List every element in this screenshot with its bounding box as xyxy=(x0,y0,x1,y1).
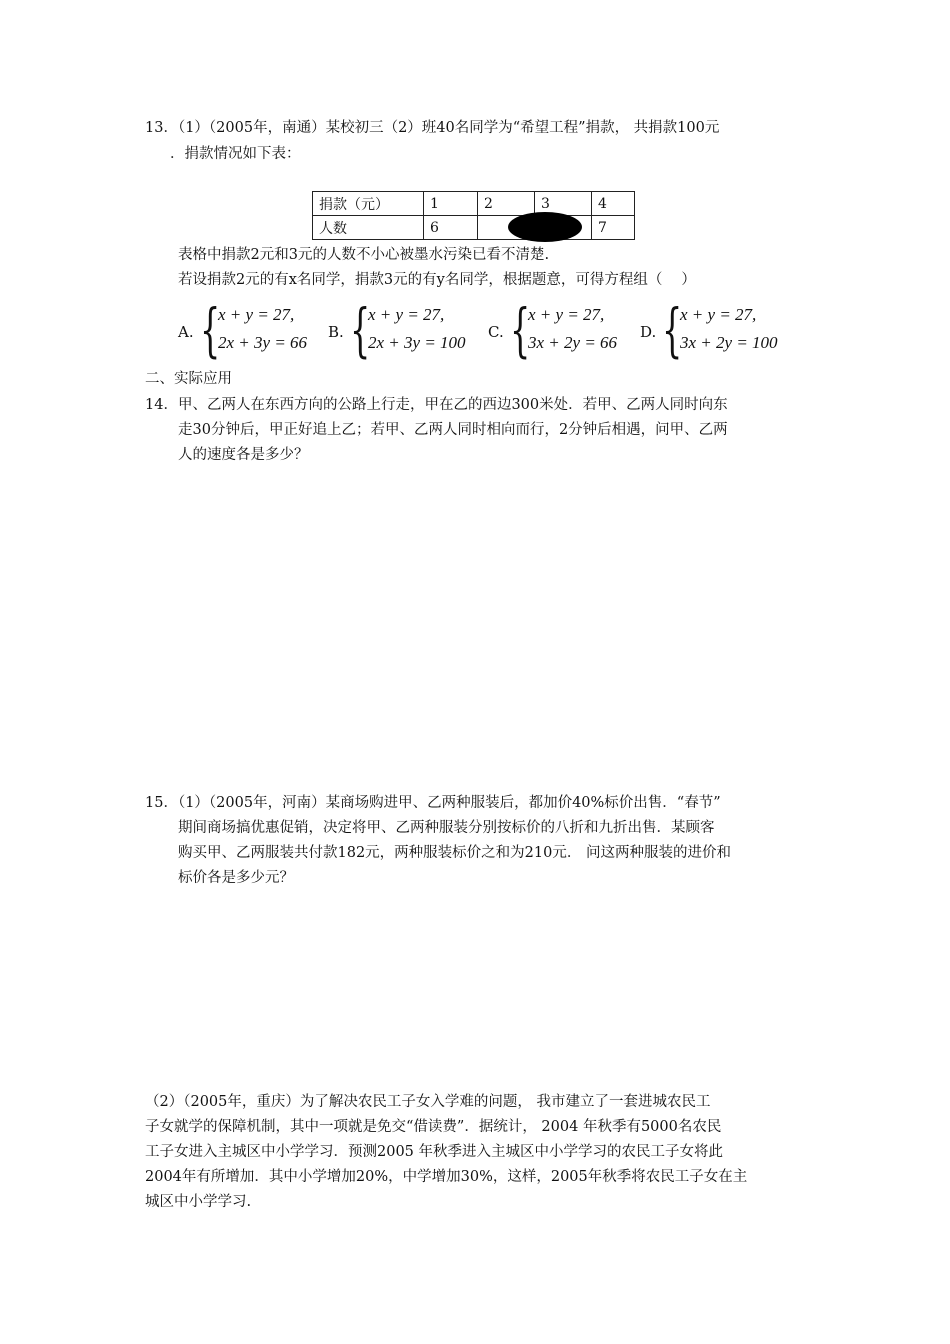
option-label: D. xyxy=(640,323,657,341)
equation: x + y = 27, xyxy=(528,305,605,324)
q14-line2: 走30分钟后，甲正好追上乙；若甲、乙两人同时相向而行，2分钟后相遇，问甲、乙两 xyxy=(178,422,728,438)
option-label: C. xyxy=(488,323,504,341)
option-label: B. xyxy=(328,323,344,341)
q15b-line3: 工子女进入主城区中小学学习．预测2005 年秋季进入主城区中小学学习的农民工子女将此 xyxy=(145,1144,724,1160)
table-cell: 2 xyxy=(478,192,535,216)
q15-line2: 期间商场搞优惠促销，决定将甲、乙两种服装分别按标价的八折和九折出售．某顾客 xyxy=(178,820,715,836)
brace-icon: { xyxy=(350,296,371,364)
table-row xyxy=(313,216,635,240)
table-cell: 6 xyxy=(424,216,478,240)
q15b-line1: （2）（2005年，重庆）为了解决农民工子女入学难的问题， 我市建立了一套进城农民工 xyxy=(145,1094,711,1110)
table-cell: 3 xyxy=(535,192,592,216)
equation: x + y = 27, xyxy=(218,305,295,324)
equation: 2x + 3y = 100 xyxy=(368,333,466,352)
brace-icon: { xyxy=(510,296,531,364)
donation-table xyxy=(312,191,635,240)
q13-line2: ．捐款情况如下表： xyxy=(170,146,301,162)
equation: x + y = 27, xyxy=(368,305,445,324)
q15-line3: 购买甲、乙两服装共付款182元，两种服装标价之和为210元． 问这两种服装的进价和 xyxy=(178,845,731,861)
equation: 3x + 2y = 100 xyxy=(680,333,778,352)
q15-line1: 15．（1）（2005年，河南）某商场购进甲、乙两种服装后，都加价40%标价出售．“春节” xyxy=(145,795,721,811)
ink-blot xyxy=(508,212,582,242)
q15b-line4: 2004年有所增加．其中小学增加20%，中学增加30%，这样，2005年秋季将农民工子女在主 xyxy=(145,1169,748,1185)
q13-line1: 13．（1）（2005年，南通）某校初三（2）班40名同学为“希望工程”捐款， 共捐款100元 xyxy=(145,120,720,136)
table-cell: 1 xyxy=(424,192,478,216)
brace-icon: { xyxy=(662,296,683,364)
q14-line3: 人的速度各是多少？ xyxy=(178,447,309,463)
q15b-line2: 子女就学的保障机制，其中一项就是免交“借读费”．据统计， 2004 年秋季有5000名农民 xyxy=(145,1119,722,1135)
table-cell: 7 xyxy=(592,216,635,240)
equation: 3x + 2y = 66 xyxy=(528,333,618,352)
q13-question: 若设捐款2元的有x名同学，捐款3元的有y名同学，根据题意，可得方程组（ ） xyxy=(178,272,696,288)
table-row xyxy=(313,192,635,216)
q13-note: 表格中捐款2元和3元的人数不小心被墨水污染已看不清楚. xyxy=(178,247,550,263)
section-heading: 二、实际应用 xyxy=(145,371,232,387)
table-cell: 捐款（元） xyxy=(313,192,424,216)
brace-icon: { xyxy=(200,296,221,364)
q15b-line5: 城区中小学学习. xyxy=(145,1194,252,1210)
table-cell: 4 xyxy=(592,192,635,216)
option-label: A. xyxy=(178,323,194,341)
equation: 2x + 3y = 66 xyxy=(218,333,308,352)
table-cell: 人数 xyxy=(313,216,424,240)
q15-line4: 标价各是多少元？ xyxy=(178,870,294,886)
q14-line1: 14．甲、乙两人在东西方向的公路上行走，甲在乙的西边300米处．若甲、乙两人同时向东 xyxy=(145,397,728,413)
equation: x + y = 27, xyxy=(680,305,757,324)
